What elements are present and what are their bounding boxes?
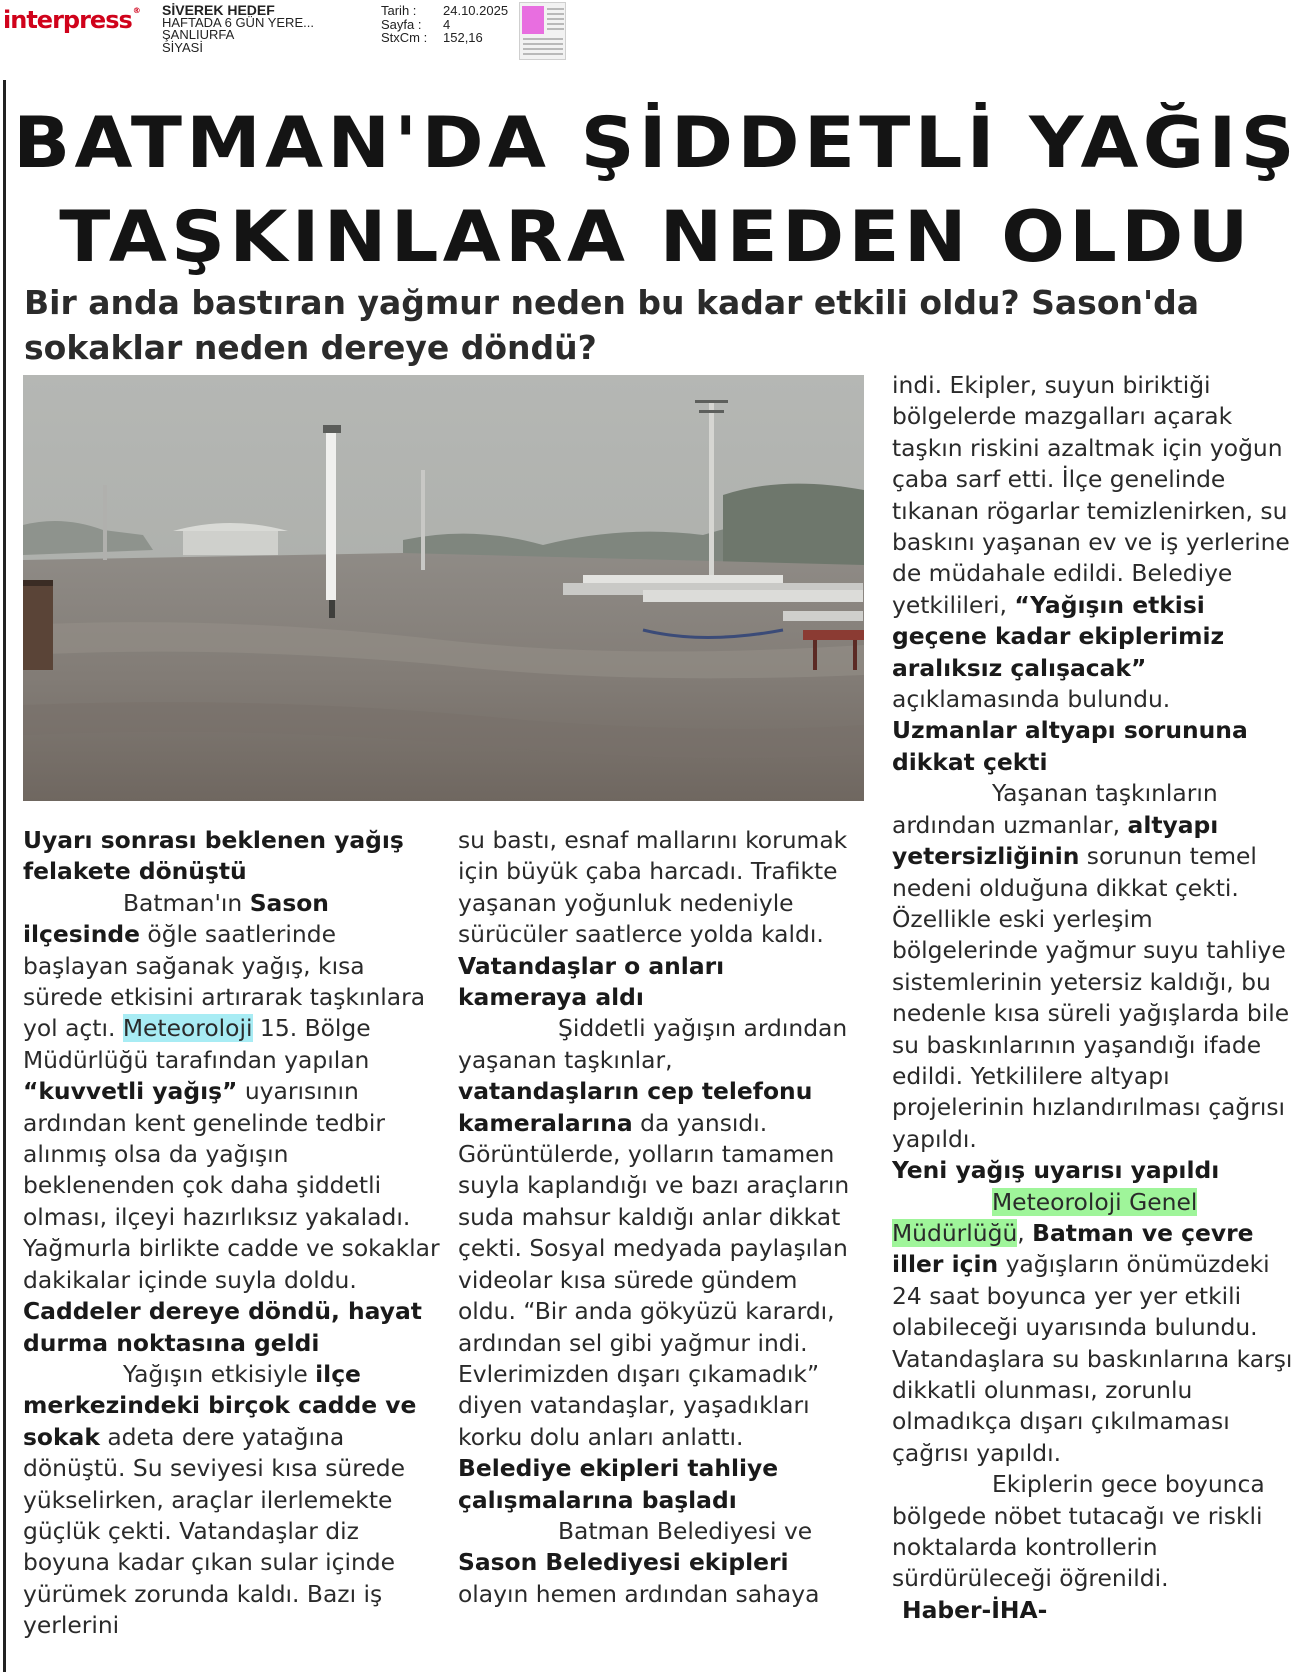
flood-photo <box>23 375 864 801</box>
article-column-1 <box>23 825 443 1642</box>
paragraph: Batman Belediyesi ve Sason Belediyesi ekipleri olayın hemen ardından sahaya <box>458 1516 820 1608</box>
column-rule <box>3 80 6 1672</box>
source-info <box>162 4 314 54</box>
paragraph: Yağışın etkisiyle ilçe merkezindeki birçok cadde ve sokak adeta dere yatağına dönüştü. Su seviyesi kısa sürede yükselirken, araçlar ilerlemekte güçlük çekti. Vatandaşlar diz boyuna kadar çıkan sular içinde yürümek zorunda kaldı. Bazı iş yerlerini <box>23 1359 417 1640</box>
clipping-meta-header <box>0 0 1300 70</box>
section-heading: Uyarı sonrası beklenen yağış felakete dönüştü <box>23 826 404 886</box>
headline <box>0 96 1300 284</box>
headline-line-1: BATMAN'DA ŞİDDETLİ YAĞIŞ <box>13 102 1299 184</box>
section-heading: Caddeler dereye döndü, hayat durma noktasına geldi <box>23 1297 422 1357</box>
interpress-logo: interpress® <box>3 6 140 34</box>
date-label: Tarih : <box>381 3 417 18</box>
headline-line-2: TAŞKINLARA NEDEN OLDU <box>59 196 1253 278</box>
publication-category: SİYASİ <box>162 39 203 55</box>
publication-frequency: HAFTADA 6 GÜN YERE... <box>162 14 314 30</box>
section-heading: Uzmanlar altyapı sorununa dikkat çekti <box>892 716 1248 776</box>
paragraph: Ekiplerin gece boyunca bölgede nöbet tutacağı ve riskli noktalarda kontrollerin sürdürüleceği öğrenildi. <box>892 1470 1265 1593</box>
clipping-info <box>381 4 508 45</box>
highlighted-keyword: Meteoroloji Genel Müdürlüğü <box>892 1187 1198 1247</box>
section-heading: Belediye ekipleri tahliye çalışmalarına başladı <box>458 1454 779 1514</box>
article-column-2 <box>458 825 860 1610</box>
section-heading: Yeni yağış uyarısı yapıldı <box>892 1156 1220 1185</box>
flood-photo-illustration <box>23 375 864 801</box>
page-value: 4 <box>443 16 451 32</box>
page-thumbnail[interactable] <box>519 2 566 60</box>
date-value: 24.10.2025 <box>443 3 509 18</box>
article-column-3 <box>892 370 1294 1626</box>
highlighted-keyword: Meteoroloji <box>122 1014 253 1043</box>
page-label: Sayfa : <box>381 16 422 32</box>
thumbnail-highlight <box>522 6 544 34</box>
byline-signature: Haber-İHA- <box>902 1595 1048 1624</box>
publication-name: SİVEREK HEDEF <box>162 2 275 18</box>
paragraph: Meteoroloji Genel Müdürlüğü, Batman ve çevre iller için yağışların önümüzdeki 24 saat boyunca yer yer etkili olabileceği uyarısında bulundu. Vatandaşlara su baskınlarına karşı dikkatli olunması, zorunlu olmadıkça dışarı çıkılmaması çağrısı yapıldı. <box>892 1187 1293 1467</box>
paragraph: su bastı, esnaf mallarını korumak için büyük çaba harcadı. Trafikte yaşanan yoğunluk nedeniyle sürücüler saatlerce yolda kaldı. <box>458 826 848 949</box>
paragraph: Yaşanan taşkınların ardından uzmanlar, altyapı yetersizliğinin sorunun temel nedeni olduğuna dikkat çekti. Özellikle eski yerleşim bölgelerinde yağmur suyu tahliye sistemlerinin yetersiz kaldığı, bu nedenle kısa süreli yağışlarda bile su baskınlarının yaşandığı ifade edildi. Yetkililere altyapı projelerinin hızlandırılması çağrısı yapıldı. <box>892 779 1290 1153</box>
stxcm-value: 152,16 <box>443 30 483 45</box>
stxcm-label: StxCm : <box>381 30 428 45</box>
subheadline: Bir anda bastıran yağmur neden bu kadar etkili oldu? Sason'da sokaklar neden dereye döndü? <box>24 283 1199 367</box>
paragraph: Batman'ın Sason ilçesinde öğle saatlerinde başlayan sağanak yağış, kısa sürede etkisini artırarak taşkınlara yol açtı. Meteoroloji 15. Bölge Müdürlüğü tarafından yapılan “kuvvetli yağış” uyarısının ardından kent genelinde tedbir alınmış olsa da yağışın beklenenden çok daha şiddetli olması, ilçeyi hazırlıksız yakaladı. Yağmurla birlikte cadde ve sokaklar dakikalar içinde suyla doldu. <box>23 888 440 1294</box>
paragraph: indi. Ekipler, suyun biriktiği bölgelerde mazgalları açarak taşkın riskini azaltmak için yoğun çaba sarf etti. İlçe genelinde tıkanan rögarlar temizlenirken, su baskını yaşanan ev ve iş yerlerine de müdahale edildi. Belediye yetkilileri, “Yağışın etkisi geçene kadar ekiplerimiz aralıksız çalışacak” açıklamasında bulundu. <box>892 371 1290 714</box>
publication-city: ŞANLIURFA <box>162 27 235 42</box>
paragraph: Şiddetli yağışın ardından yaşanan taşkınlar, vatandaşların cep telefonu kameralarına da yansıdı. Görüntülerde, yolların tamamen suyla kaplandığı ve bazı araçların suda mahsur kaldığı anlar dikkat çekti. Sosyal medyada paylaşılan videolar kısa sürede gündem oldu. “Bir anda gökyüzü karardı, ardından sel gibi yağmur indi. Evlerimizden dışarı çıkamadık” diyen vatandaşlar, yaşadıkları korku dolu anları anlattı. <box>458 1014 850 1451</box>
section-heading: Vatandaşlar o anları kameraya aldı <box>458 951 725 1012</box>
